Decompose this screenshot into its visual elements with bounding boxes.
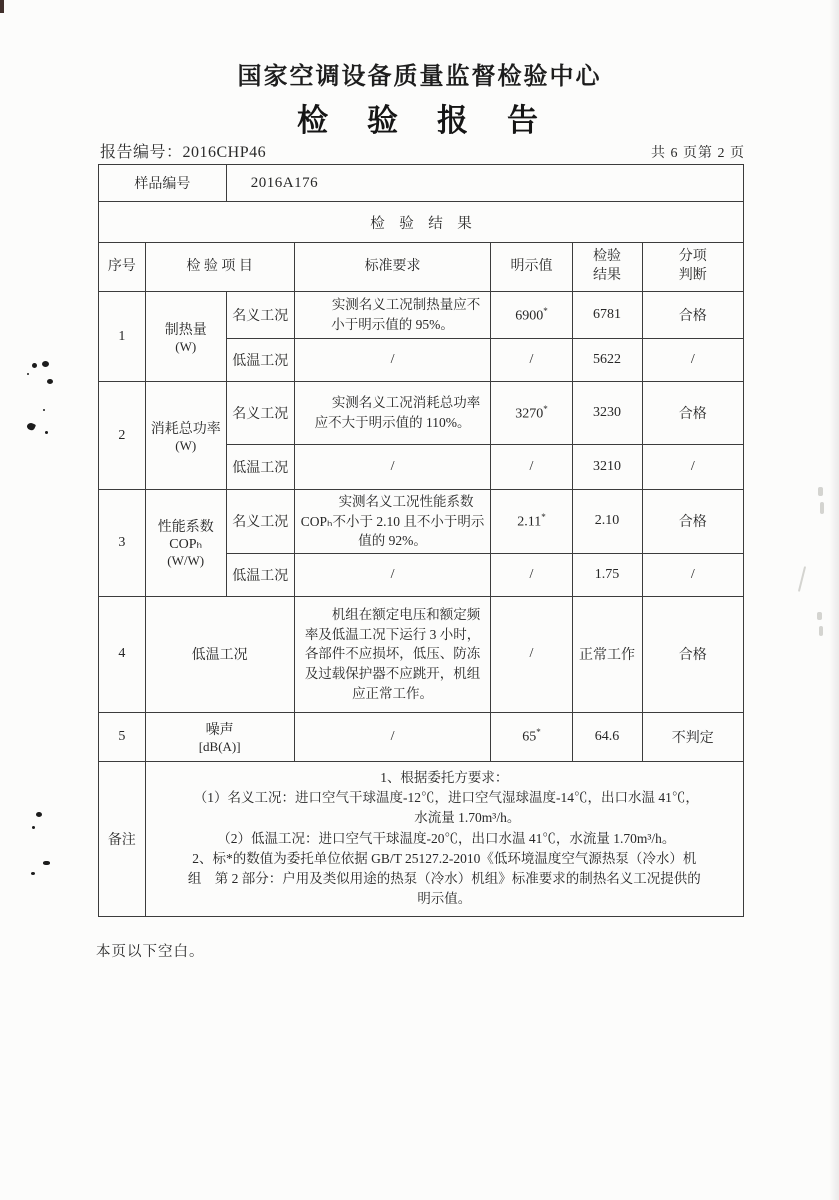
remark-line: （2）低温工况：进口空气干球温度-20℃，出口水温 41℃，水流量 1.70m³/h。 (217, 830, 676, 846)
header-judge-line1: 分项 (678, 249, 707, 265)
condition-cell: 名义工况 (226, 490, 294, 554)
ink-speck (47, 379, 53, 384)
claimed-cell: 3270* (491, 382, 572, 445)
item-unit: (W) (175, 338, 197, 354)
asterisk-mark: * (543, 305, 548, 316)
item-cell (145, 382, 226, 490)
ink-speck (43, 409, 45, 411)
condition-cell: 名义工况 (226, 382, 294, 445)
remark-line: 水流量 1.70m³/h。 (414, 810, 521, 826)
condition-cell: 低温工况 (226, 553, 294, 596)
remark-line: 1、根据委托方要求： (380, 769, 509, 785)
remark-line: 明示值。 (417, 891, 472, 907)
bleed-through-mark (818, 487, 823, 496)
ink-speck (32, 363, 37, 368)
result-cell: 1.75 (572, 553, 642, 596)
result-cell: 5622 (572, 339, 642, 382)
requirement-cell: / (294, 712, 491, 761)
report-number: 报告编号：2016CHP46 (100, 144, 267, 161)
claimed-cell: 65* (491, 712, 572, 761)
claimed-cell: 2.11* (491, 490, 572, 554)
item-cell (145, 712, 294, 761)
ink-speck (26, 422, 36, 432)
page-indicator: 共 6 页第 2 页 (651, 146, 745, 161)
item-name: 性能系数 COPₕ (157, 520, 214, 553)
bleed-through-mark (819, 626, 823, 636)
requirement-cell: / (294, 553, 491, 596)
item-unit: (W) (175, 437, 197, 453)
asterisk-mark: * (536, 727, 541, 738)
table-row (99, 292, 744, 339)
condition-cell: 低温工况 (226, 445, 294, 490)
requirement-cell: 实测名义工况性能系数 COPₕ不小于 2.10 且不小于明示值的 92%。 (294, 490, 491, 554)
ink-speck (31, 872, 35, 875)
header-judge-line2: 判断 (678, 268, 707, 283)
seq-cell: 4 (99, 596, 146, 712)
inspection-results-table (98, 164, 744, 917)
header-item: 检 验 项 目 (145, 243, 294, 292)
result-cell: 3210 (572, 445, 642, 490)
item-cell: 低温工况 (145, 596, 294, 712)
claimed-cell: / (491, 339, 572, 382)
ink-speck (42, 361, 49, 367)
seq-cell: 2 (99, 382, 146, 490)
result-cell: 3230 (572, 382, 642, 445)
item-unit: [dB(A)] (198, 738, 241, 754)
sample-number-value: 2016A176 (226, 165, 743, 202)
blank-below-note: 本页以下空白。 (96, 944, 205, 960)
judge-cell: 不判定 (642, 712, 743, 761)
remarks-label: 备注 (99, 761, 146, 916)
item-unit: (W/W) (167, 553, 205, 569)
results-banner-row (99, 202, 744, 243)
item-name: 消耗总功率 (150, 421, 221, 437)
judge-cell: / (642, 339, 743, 382)
asterisk-mark: * (543, 403, 548, 414)
requirement-cell: / (294, 339, 491, 382)
table-row (99, 712, 744, 761)
requirement-cell: 实测名义工况制热量应不小于明示值的 95%。 (294, 292, 491, 339)
ink-speck (36, 812, 42, 817)
ink-speck (27, 373, 29, 375)
header-judge (642, 243, 743, 292)
header-claimed: 明示值 (491, 243, 572, 292)
judge-cell: 合格 (642, 292, 743, 339)
ink-speck (43, 861, 50, 865)
header-result-line2: 结果 (593, 268, 622, 283)
remark-line: 组 第 2 部分：户用及类似用途的热泵（冷水）机组》标准要求的制热名义工况提供的 (187, 871, 701, 887)
sample-number-label: 样品编号 (99, 165, 227, 202)
judge-cell: 合格 (642, 490, 743, 554)
claimed-cell: / (491, 596, 572, 712)
requirement-cell: / (294, 445, 491, 490)
judge-cell: 合格 (642, 596, 743, 712)
requirement-cell: 实测名义工况消耗总功率应不大于明示值的 110%。 (294, 382, 491, 445)
header-requirement: 标准要求 (294, 243, 491, 292)
table-row (99, 382, 744, 445)
report-meta-row (100, 139, 745, 162)
table-row (99, 490, 744, 554)
result-cell: 6781 (572, 292, 642, 339)
item-cell (145, 490, 226, 597)
header-result (572, 243, 642, 292)
result-cell: 正常工作 (572, 596, 642, 712)
sample-number-row (99, 165, 744, 202)
table-row (99, 596, 744, 712)
judge-cell: 合格 (642, 382, 743, 445)
ink-speck (32, 826, 35, 829)
requirement-cell: 机组在额定电压和额定频率及低温工况下运行 3 小时，各部件不应损坏，低压、防冻及过载保护器不应跳开，机组应正常工作。 (294, 596, 491, 712)
seq-cell: 1 (99, 292, 146, 382)
results-banner: 检 验 结 果 (99, 202, 744, 243)
condition-cell: 名义工况 (226, 292, 294, 339)
bleed-through-mark (817, 612, 822, 620)
report-title: 检 验 报 告 (297, 103, 542, 138)
result-cell: 2.10 (572, 490, 642, 554)
table-header-row (99, 243, 744, 292)
remarks-row (99, 761, 744, 916)
claimed-cell: / (491, 553, 572, 596)
item-name: 噪声 (205, 722, 234, 738)
bleed-through-mark (798, 566, 806, 592)
organization-title: 国家空调设备质量监督检验中心 (237, 63, 602, 90)
judge-cell: / (642, 553, 743, 596)
scan-edge-shadow (829, 0, 839, 1200)
remarks-content (145, 761, 743, 916)
claimed-cell: / (491, 445, 572, 490)
item-cell (145, 292, 226, 382)
remark-line: （1）名义工况：进口空气干球温度-12℃，进口空气湿球温度-14℃，出口水温 41℃， (193, 790, 699, 806)
asterisk-mark: * (541, 512, 546, 523)
condition-cell: 低温工况 (226, 339, 294, 382)
result-cell: 64.6 (572, 712, 642, 761)
item-name: 制热量 (164, 322, 207, 338)
judge-cell: / (642, 445, 743, 490)
seq-cell: 3 (99, 490, 146, 597)
seq-cell: 5 (99, 712, 146, 761)
remark-line: 2、标*的数值为委托单位依据 GB/T 25127.2-2010《低环境温度空气源热泵（冷水）机 (192, 850, 697, 866)
bleed-through-mark (820, 502, 824, 514)
ink-speck (45, 431, 48, 434)
scan-corner-mark (0, 0, 4, 13)
header-result-line1: 检验 (593, 249, 622, 265)
header-seq: 序号 (99, 243, 146, 292)
claimed-cell: 6900* (491, 292, 572, 339)
